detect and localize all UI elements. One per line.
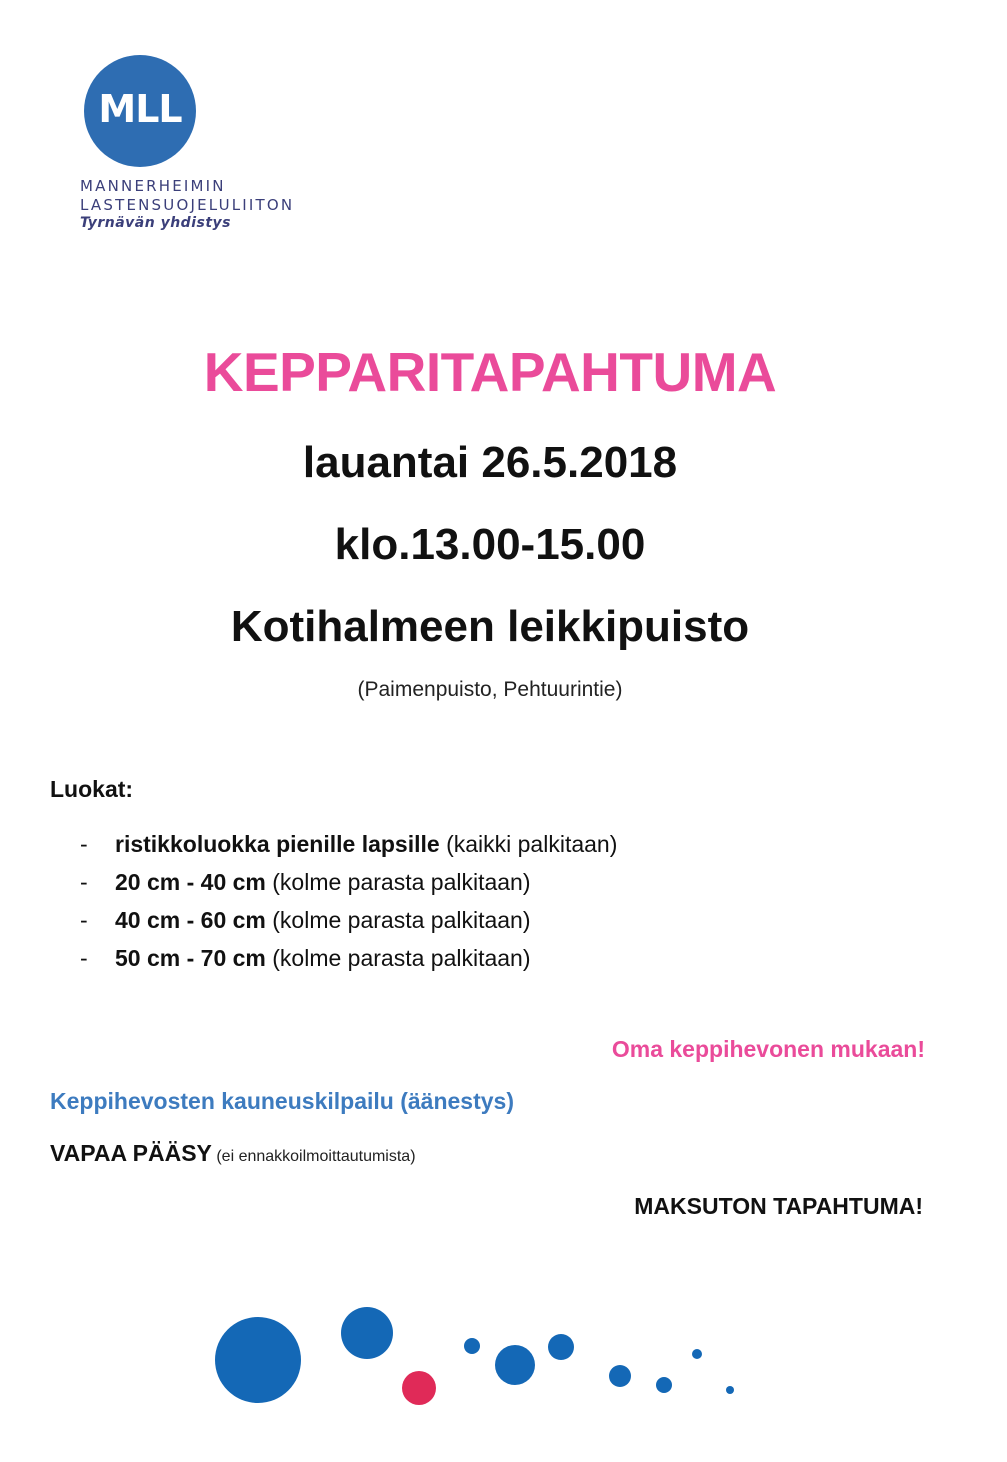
list-bullet: - <box>80 907 88 933</box>
dot-large <box>215 1317 301 1403</box>
dot <box>464 1338 480 1354</box>
class-note: (kolme parasta palkitaan) <box>265 869 531 895</box>
dot <box>341 1307 393 1359</box>
event-location-detail: (Paimenpuisto, Pehtuurintie) <box>357 678 623 701</box>
class-note: (kolme parasta palkitaan) <box>265 907 531 933</box>
class-name: 40 cm - 60 cm <box>115 907 266 933</box>
dot <box>726 1386 734 1394</box>
dot <box>495 1345 535 1385</box>
event-location: Kotihalmeen leikkipuisto <box>230 602 750 651</box>
bring-horse-note: Oma keppihevonen mukaan! <box>611 1036 925 1062</box>
list-bullet: - <box>80 869 88 895</box>
class-name: 20 cm - 40 cm <box>115 869 266 895</box>
list-bullet: - <box>80 945 88 971</box>
free-entry-label: VAPAA PÄÄSY <box>50 1140 212 1166</box>
dot-red <box>402 1371 436 1405</box>
list-bullet: - <box>80 831 88 857</box>
dot <box>692 1349 702 1359</box>
dot <box>656 1377 672 1393</box>
beauty-contest-note: Keppihevosten kauneuskilpailu (äänestys) <box>50 1088 514 1114</box>
org-name-line2: LASTENSUOJELULIITON <box>80 196 295 214</box>
org-name-line1: MANNERHEIMIN <box>80 177 226 195</box>
class-name: ristikkoluokka pienille lapsille <box>115 831 440 857</box>
logo-initials: MLL <box>98 87 182 131</box>
class-name: 50 cm - 70 cm <box>115 945 266 971</box>
dot <box>548 1334 574 1360</box>
association-name: Tyrnävän yhdistys <box>80 215 231 231</box>
free-event-note: MAKSUTON TAPAHTUMA! <box>634 1193 923 1219</box>
event-title: KEPPARITAPAHTUMA <box>203 341 777 403</box>
event-time: klo.13.00-15.00 <box>334 520 646 569</box>
classes-heading: Luokat: <box>50 776 134 802</box>
event-date: lauantai 26.5.2018 <box>302 438 678 487</box>
dot <box>609 1365 631 1387</box>
class-note: (kaikki palkitaan) <box>439 831 618 857</box>
free-entry-detail: (ei ennakkoilmoittautumista) <box>211 1148 416 1165</box>
class-note: (kolme parasta palkitaan) <box>265 945 531 971</box>
